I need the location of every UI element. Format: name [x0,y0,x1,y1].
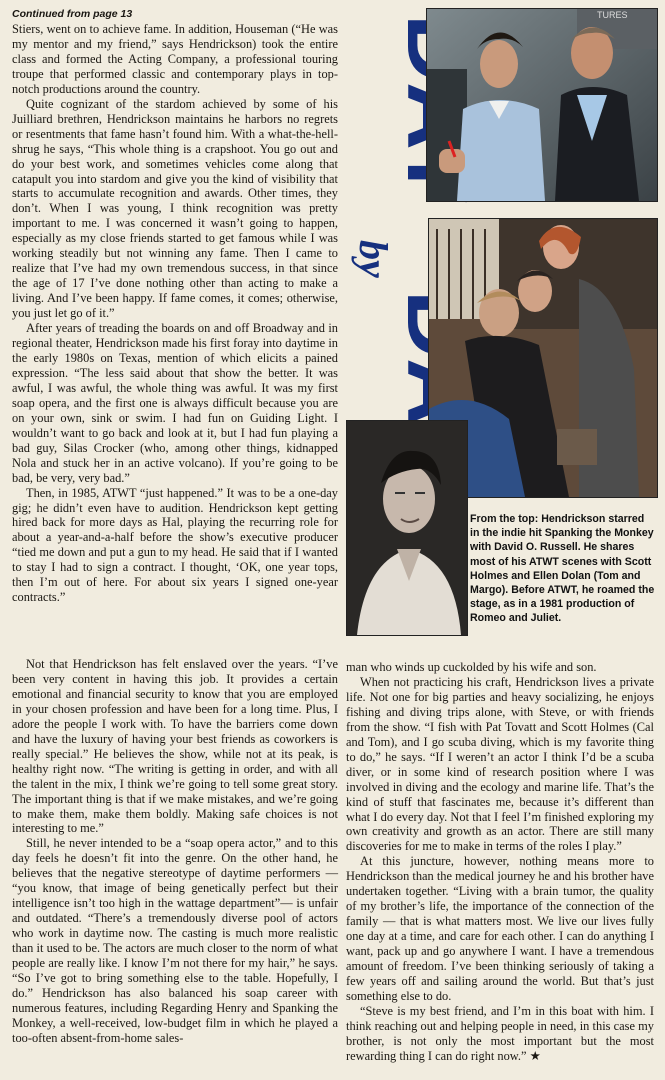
paragraph: Quite cognizant of the stardom achieved by some of his Juilliard brethren, Hendrickson maintains he harbors no regrets or resentments that fame hasn’t found him. With a what-the-hell-shrug he says, “This whole thing is a crapshoot. You go out and do your best work, and sometimes vehicles come along that catapult you into stardom and give you the kind of visibility that starts to accumulate recognition and awards. Other times, they don’t. When I was young, I think recognition was pretty important to me. I was concerned it wasn’t going to happen, especially as my close friends started to get famous while I was working steadily but not winning any fame. Then I came to realize that I’ve had my own tremendous success, in that since the age of 17 I’ve done nothing other than acting to make a living. And I’ve been happy. If fame comes, it comes; otherwise, you just let go of it.” [12,96,338,321]
paragraph: At this juncture, however, nothing means more to Hendrickson than the medical journey he and his brother have undertaken together. “Living with a brain tumor, the quality of my brother’s life, the importance of the connection of the family — that is what matters most. We live our lives fully one day at a time, and care for each other. I can do anything I want, pack up and go anywhere I want. I have a tremendous amount of freedom. I’ve been thinking seriously of taking a few years off and sailing around the world. But that’s just something else to do. [346,854,654,1003]
paragraph: Not that Hendrickson has felt enslaved over the years. “I’ve been very content in having this job. It provides a certain emotional and financial security to know that you are employed in your chosen profession and have been for a long time. Plus, I adore the people I work with. To have the barriers come down and have the luxury of having your best friends as coworkers is really special.” He believes the show, while not at its peak, is healthy right now. “The writing is getting in order, and with all the talent in the mix, I think we’re going to tell some great story. The important thing is that if we make mistakes, and we’re going to make them, make them boldly. Making safe choices is not interesting to me.” [12,657,338,836]
paragraph: Stiers, went on to achieve fame. In addition, Houseman (“He was my mentor and my friend,” says Hendrickson) took the entire class and formed the Acting Company, a professional touring troupe that performed classic and contemporary plays in top-notch productions around the country. [12,22,338,96]
continued-from-label: Continued from page 13 [12,8,133,20]
photo-caption: From the top: Hendrickson starred in the indie hit Spanking the Monkey with David O. Russell. He shares most of his ATWT scenes with Scott Holmes and Ellen Dolan (Tom and Margo). Before ATWT, he roamed the stage, as in a 1981 production of Romeo and Juliet. [470,513,655,625]
paragraph: man who winds up cuckolded by his wife and son. [346,660,597,674]
article-column-top [12,22,338,605]
sign-text: TURES [597,10,628,20]
paragraph: Then, in 1985, ATWT “just happened.” It was to be a one-day gig; he didn’t even have to audition. Hendrickson kept getting hired back for more days as Hal, playing the recurring role for about a year-and-a-half before the show’s executive producer “tied me down and put a gun to my head. He said that if I wanted to stay I had to sign a contract. I thought, ‘OK, one year tops, then I’m out of here. For about six years I signed one-year contracts.” [12,485,338,605]
headline-day-by-day [338,8,426,488]
photo-romeo-and-juliet [346,420,468,636]
paragraph: Still, he never intended to be a “soap opera actor,” and to this day feels he doesn’t fit into the genre. On the other hand, he believes that the negative stereotype of daytime performers — “you know, that image of being genetically perfect but their intelligence isn’t too high in the wattage department”— is unfair and outdated. “There’s a tremendously diverse pool of actors who work in daytime now. The casting is much more realistic than it used to be. The actors are much closer to the norm of what people are really like. I know I’m not there for my hair,” he says. “So I’ve got to bring something else to the table. Hopefully, I do.” Hendrickson has also balanced his soap career with numerous features, including Regarding Henry and Spanking the Monkey, a well-received, low-budget film in which he played a too-often absent-from-home sales- [12,836,338,1045]
paragraph: “Steve is my best friend, and I’m in this boat with him. I think reaching out and helping people in need, in this case my brother, is not only the most important but the most rewarding thing I can do right now.” ★ [346,1003,654,1063]
paragraph: After years of treading the boards on and off Broadway and in regional theater, Hendrickson made his first foray into daytime in the early 1980s on Texas, mention of which elicits a pained expression. “The less said about that show the better. It was awful, I was awful, the whole thing was awful. It was my first soap opera, and the first one is always difficult because you are on your own, sink or swim. I had fun on Guiding Light. I wouldn’t want to go back and look at it, but I had fun playing a bad guy, Silas Crocker (who, among other things, kidnapped Nola and stuck her in an active volcano). If you’re going to be bad, be very, very bad.” [12,321,338,485]
headline-by: by [351,240,396,278]
paragraph: When not practicing his craft, Hendrickson lives a private life. Not one for big parties and heavy socializing, he enjoys fishing and diving trips alone, with Steve, or with friends from the show. “I fish with Pat Tovatt and Scott Holmes (Cal and Tom), and I go scuba diving, which is my favorite thing to do,” he says. “If I weren’t an actor I think I’d be a scuba diver, or in some kind of research position where I was involved in diving and the ecology and marine life. That’s the kind of stuff that fascinates me, because it’s different than what I do every day. Not that I feel I’m finished exploring my own creativity and growth as an actor. There are still many discoveries for me to make in terms of the roles I play.” [346,674,654,854]
photo-spanking-the-monkey [426,8,658,202]
article-column-bottom-right [346,660,654,1064]
article-column-bottom-left [12,657,338,1046]
